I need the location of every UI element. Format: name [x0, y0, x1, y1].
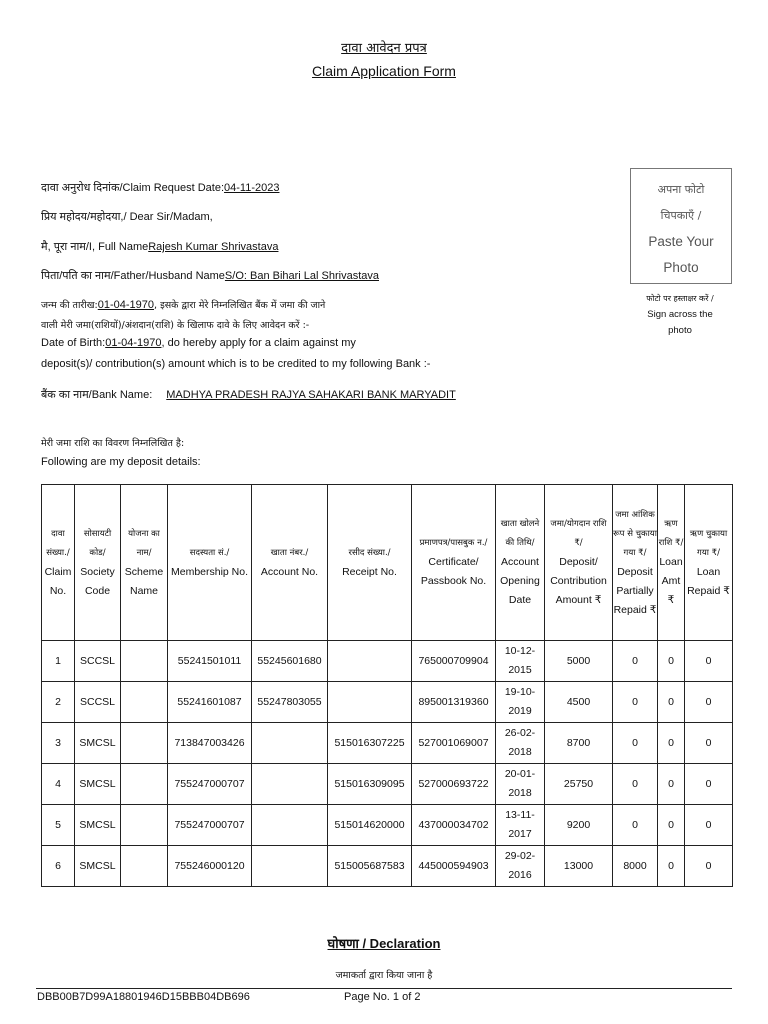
table-cell: 0 — [685, 682, 733, 723]
declaration-subtitle: जमाकर्ता द्वारा किया जाना है — [335, 970, 433, 981]
column-header-english: Account No. — [260, 565, 319, 578]
table-cell: 437000034702 — [412, 805, 496, 846]
dob-english-suffix: , do hereby apply for a claim against my — [161, 337, 356, 349]
declaration-title: घोषणा / Declaration — [327, 936, 441, 951]
table-cell: 0 — [613, 641, 658, 682]
table-cell — [121, 846, 168, 887]
table-cell: 55241501011 — [168, 641, 252, 682]
table-cell: 0 — [658, 764, 685, 805]
column-header-english: Claim No. — [44, 565, 72, 597]
dob-english-line — [41, 337, 356, 349]
deposit-intro-hindi: मेरी जमा राशि का विवरण निम्नलिखित है: — [41, 438, 185, 449]
father-name-value: S/O: Ban Bihari Lal Shrivastava — [224, 270, 379, 282]
deposit-intro-english: Following are my deposit details: — [41, 456, 201, 468]
column-header-english: Loan Amt ₹ — [659, 556, 683, 606]
table-cell: 445000594903 — [412, 846, 496, 887]
column-header — [121, 485, 168, 641]
column-header — [252, 485, 328, 641]
column-header-english: Receipt No. — [342, 565, 397, 578]
table-cell — [328, 682, 412, 723]
column-header-english: Account Opening Date — [500, 556, 540, 606]
form-title: Claim Application Form — [312, 63, 456, 79]
table-cell: 55245601680 — [252, 641, 328, 682]
sign-instruction-english-1: Sign across the — [647, 309, 713, 320]
table-cell: SMCSL — [75, 846, 121, 887]
table-row — [42, 682, 733, 723]
column-header-hindi: दावा संख्या./ — [46, 528, 70, 558]
column-header-english: Membership No. — [170, 565, 249, 578]
sign-instruction — [615, 291, 745, 339]
column-header — [685, 485, 733, 641]
table-cell: 895001319360 — [412, 682, 496, 723]
photo-box-line-1: अपना फोटो — [657, 183, 705, 196]
full-name-line — [41, 239, 278, 254]
photo-box-line-2: चिपकाएँ / — [660, 209, 702, 222]
table-cell: 55241601087 — [168, 682, 252, 723]
column-header-hindi: जमा/योगदान राशि ₹/ — [550, 519, 607, 548]
column-header-hindi: ऋण राशि ₹/ — [658, 519, 684, 548]
bank-name-value: MADHYA PRADESH RAJYA SAHAKARI BANK MARYADIT — [166, 389, 456, 401]
table-cell: 0 — [658, 682, 685, 723]
dob-hindi-prefix: जन्म की तारीख: — [41, 300, 98, 311]
table-cell: 8000 — [613, 846, 658, 887]
table-cell: 55247803055 — [252, 682, 328, 723]
table-cell: 13-11-2017 — [496, 805, 545, 846]
photo-box-line-4: Photo — [663, 260, 699, 275]
column-header-hindi: ऋण चुकाया गया ₹/ — [689, 528, 728, 558]
table-cell: SMCSL — [75, 764, 121, 805]
table-cell: SCCSL — [75, 682, 121, 723]
table-cell: 765000709904 — [412, 641, 496, 682]
table-row — [42, 846, 733, 887]
dob-value-english: 01-04-1970 — [105, 337, 162, 349]
table-cell: 2 — [42, 682, 75, 723]
column-header — [658, 485, 685, 641]
table-cell: 10-12-2015 — [496, 641, 545, 682]
column-header-hindi: रसीद संख्या./ — [348, 547, 391, 558]
table-cell — [121, 723, 168, 764]
column-header — [545, 485, 613, 641]
column-header-english: Certificate/ Passbook No. — [420, 556, 487, 587]
table-cell: SCCSL — [75, 641, 121, 682]
table-cell: 515016309095 — [328, 764, 412, 805]
table-cell — [252, 805, 328, 846]
salutation: प्रिय महोदय/महोदया,/ Dear Sir/Madam, — [41, 211, 213, 223]
dob-hindi-line-2: वाली मेरी जमा(राशियों)/अंशदान(राशि) के खिलाफ दावे के लिए आवेदन करें :- — [41, 320, 310, 331]
column-header — [168, 485, 252, 641]
column-header — [328, 485, 412, 641]
table-cell: 0 — [685, 641, 733, 682]
column-header-hindi: खाता नंबर./ — [270, 547, 309, 558]
table-row — [42, 723, 733, 764]
photo-box-line-3: Paste Your — [648, 234, 714, 249]
table-cell — [252, 723, 328, 764]
table-cell: 29-02-2016 — [496, 846, 545, 887]
table-row — [42, 764, 733, 805]
table-cell: 6 — [42, 846, 75, 887]
table-row — [42, 805, 733, 846]
table-cell: 4 — [42, 764, 75, 805]
column-header-hindi: सोसायटी कोड/ — [83, 528, 112, 558]
table-cell — [252, 846, 328, 887]
table-cell: 515016307225 — [328, 723, 412, 764]
table-body — [42, 641, 733, 887]
column-header — [496, 485, 545, 641]
table-cell: 0 — [613, 723, 658, 764]
table-cell: 19-10-2019 — [496, 682, 545, 723]
table-cell: 0 — [685, 805, 733, 846]
table-cell: 713847003426 — [168, 723, 252, 764]
table-cell: 5000 — [545, 641, 613, 682]
bank-name-label: बैंक का नाम/Bank Name: — [41, 389, 153, 401]
page-number: Page No. 1 of 2 — [344, 991, 421, 1003]
column-header — [412, 485, 496, 641]
table-cell: 0 — [613, 682, 658, 723]
table-cell — [121, 764, 168, 805]
table-cell: 0 — [613, 764, 658, 805]
column-header-english: Loan Repaid ₹ — [687, 565, 730, 597]
table-cell: 0 — [658, 846, 685, 887]
table-cell: 0 — [685, 764, 733, 805]
table-cell: SMCSL — [75, 723, 121, 764]
sign-instruction-hindi: फोटो पर हस्ताक्षर करें / — [646, 294, 714, 303]
column-header-hindi: योजना का नाम/ — [128, 528, 160, 558]
column-header-english: Deposit Partially Repaid ₹ — [613, 565, 657, 616]
table-cell — [121, 641, 168, 682]
column-header — [42, 485, 75, 641]
table-cell: 755247000707 — [168, 764, 252, 805]
table-cell: 0 — [658, 805, 685, 846]
footer-divider — [36, 988, 732, 989]
document-id: DBB00B7D99A18801946D15BBB04DB696 — [37, 991, 250, 1003]
column-header-english: Deposit/ Contribution Amount ₹ — [550, 556, 607, 606]
table-cell: SMCSL — [75, 805, 121, 846]
table-cell: 755246000120 — [168, 846, 252, 887]
father-name-line — [41, 268, 379, 283]
claim-request-date-line — [41, 180, 279, 195]
table-cell: 0 — [685, 846, 733, 887]
table-cell: 8700 — [545, 723, 613, 764]
claim-request-date-value: 04-11-2023 — [224, 182, 280, 194]
table-cell: 5 — [42, 805, 75, 846]
column-header-hindi: सदस्यता सं./ — [189, 547, 230, 558]
column-header — [75, 485, 121, 641]
table-cell: 20-01-2018 — [496, 764, 545, 805]
column-header-hindi: खाता खोलने की तिथि/ — [500, 519, 540, 548]
father-name-label: पिता/पति का नाम/Father/Husband Name — [41, 270, 225, 282]
table-cell: 26-02-2018 — [496, 723, 545, 764]
table-cell — [328, 641, 412, 682]
table-cell: 527000693722 — [412, 764, 496, 805]
form-title-hindi: दावा आवेदन प्रपत्र — [341, 41, 427, 56]
table-cell: 3 — [42, 723, 75, 764]
table-cell: 515014620000 — [328, 805, 412, 846]
dob-english-line-2: deposit(s)/ contribution(s) amount which is to be credited to my following Bank :- — [41, 358, 431, 370]
table-cell: 0 — [685, 723, 733, 764]
bank-name-line — [41, 387, 456, 402]
photo-box — [630, 168, 732, 284]
dob-hindi-suffix: , इसके द्वारा मेरे निम्नलिखित बैंक में जमा की जाने — [154, 300, 326, 311]
table-cell: 9200 — [545, 805, 613, 846]
table-header-row — [42, 485, 733, 641]
table-cell: 1 — [42, 641, 75, 682]
dob-english-prefix: Date of Birth: — [41, 337, 106, 349]
full-name-label: मै, पूरा नाम/I, Full Name — [41, 241, 149, 253]
table-cell: 527001069007 — [412, 723, 496, 764]
table-cell: 25750 — [545, 764, 613, 805]
table-cell — [121, 805, 168, 846]
claim-request-date-label: दावा अनुरोध दिनांक/Claim Request Date: — [41, 182, 225, 194]
sign-instruction-english-2: photo — [668, 325, 692, 336]
column-header-hindi: प्रमाणपत्र/पासबुक न./ — [419, 538, 488, 548]
table-cell: 4500 — [545, 682, 613, 723]
column-header-english: Society Code — [80, 565, 115, 597]
table-row — [42, 641, 733, 682]
table-cell: 0 — [658, 641, 685, 682]
table-cell: 0 — [613, 805, 658, 846]
full-name-value: Rajesh Kumar Shrivastava — [148, 241, 279, 253]
table-cell: 13000 — [545, 846, 613, 887]
table-cell: 515005687583 — [328, 846, 412, 887]
table-cell — [252, 764, 328, 805]
dob-value-hindi: 01-04-1970 — [97, 299, 155, 311]
column-header-hindi: जमा आंशिक रूप से चुकाया गया ₹/ — [613, 509, 657, 558]
table-cell — [121, 682, 168, 723]
table-cell: 755247000707 — [168, 805, 252, 846]
column-header-english: Scheme Name — [124, 565, 164, 597]
dob-hindi-line — [41, 298, 325, 311]
deposit-details-table — [41, 484, 733, 887]
table-cell: 0 — [658, 723, 685, 764]
column-header — [613, 485, 658, 641]
